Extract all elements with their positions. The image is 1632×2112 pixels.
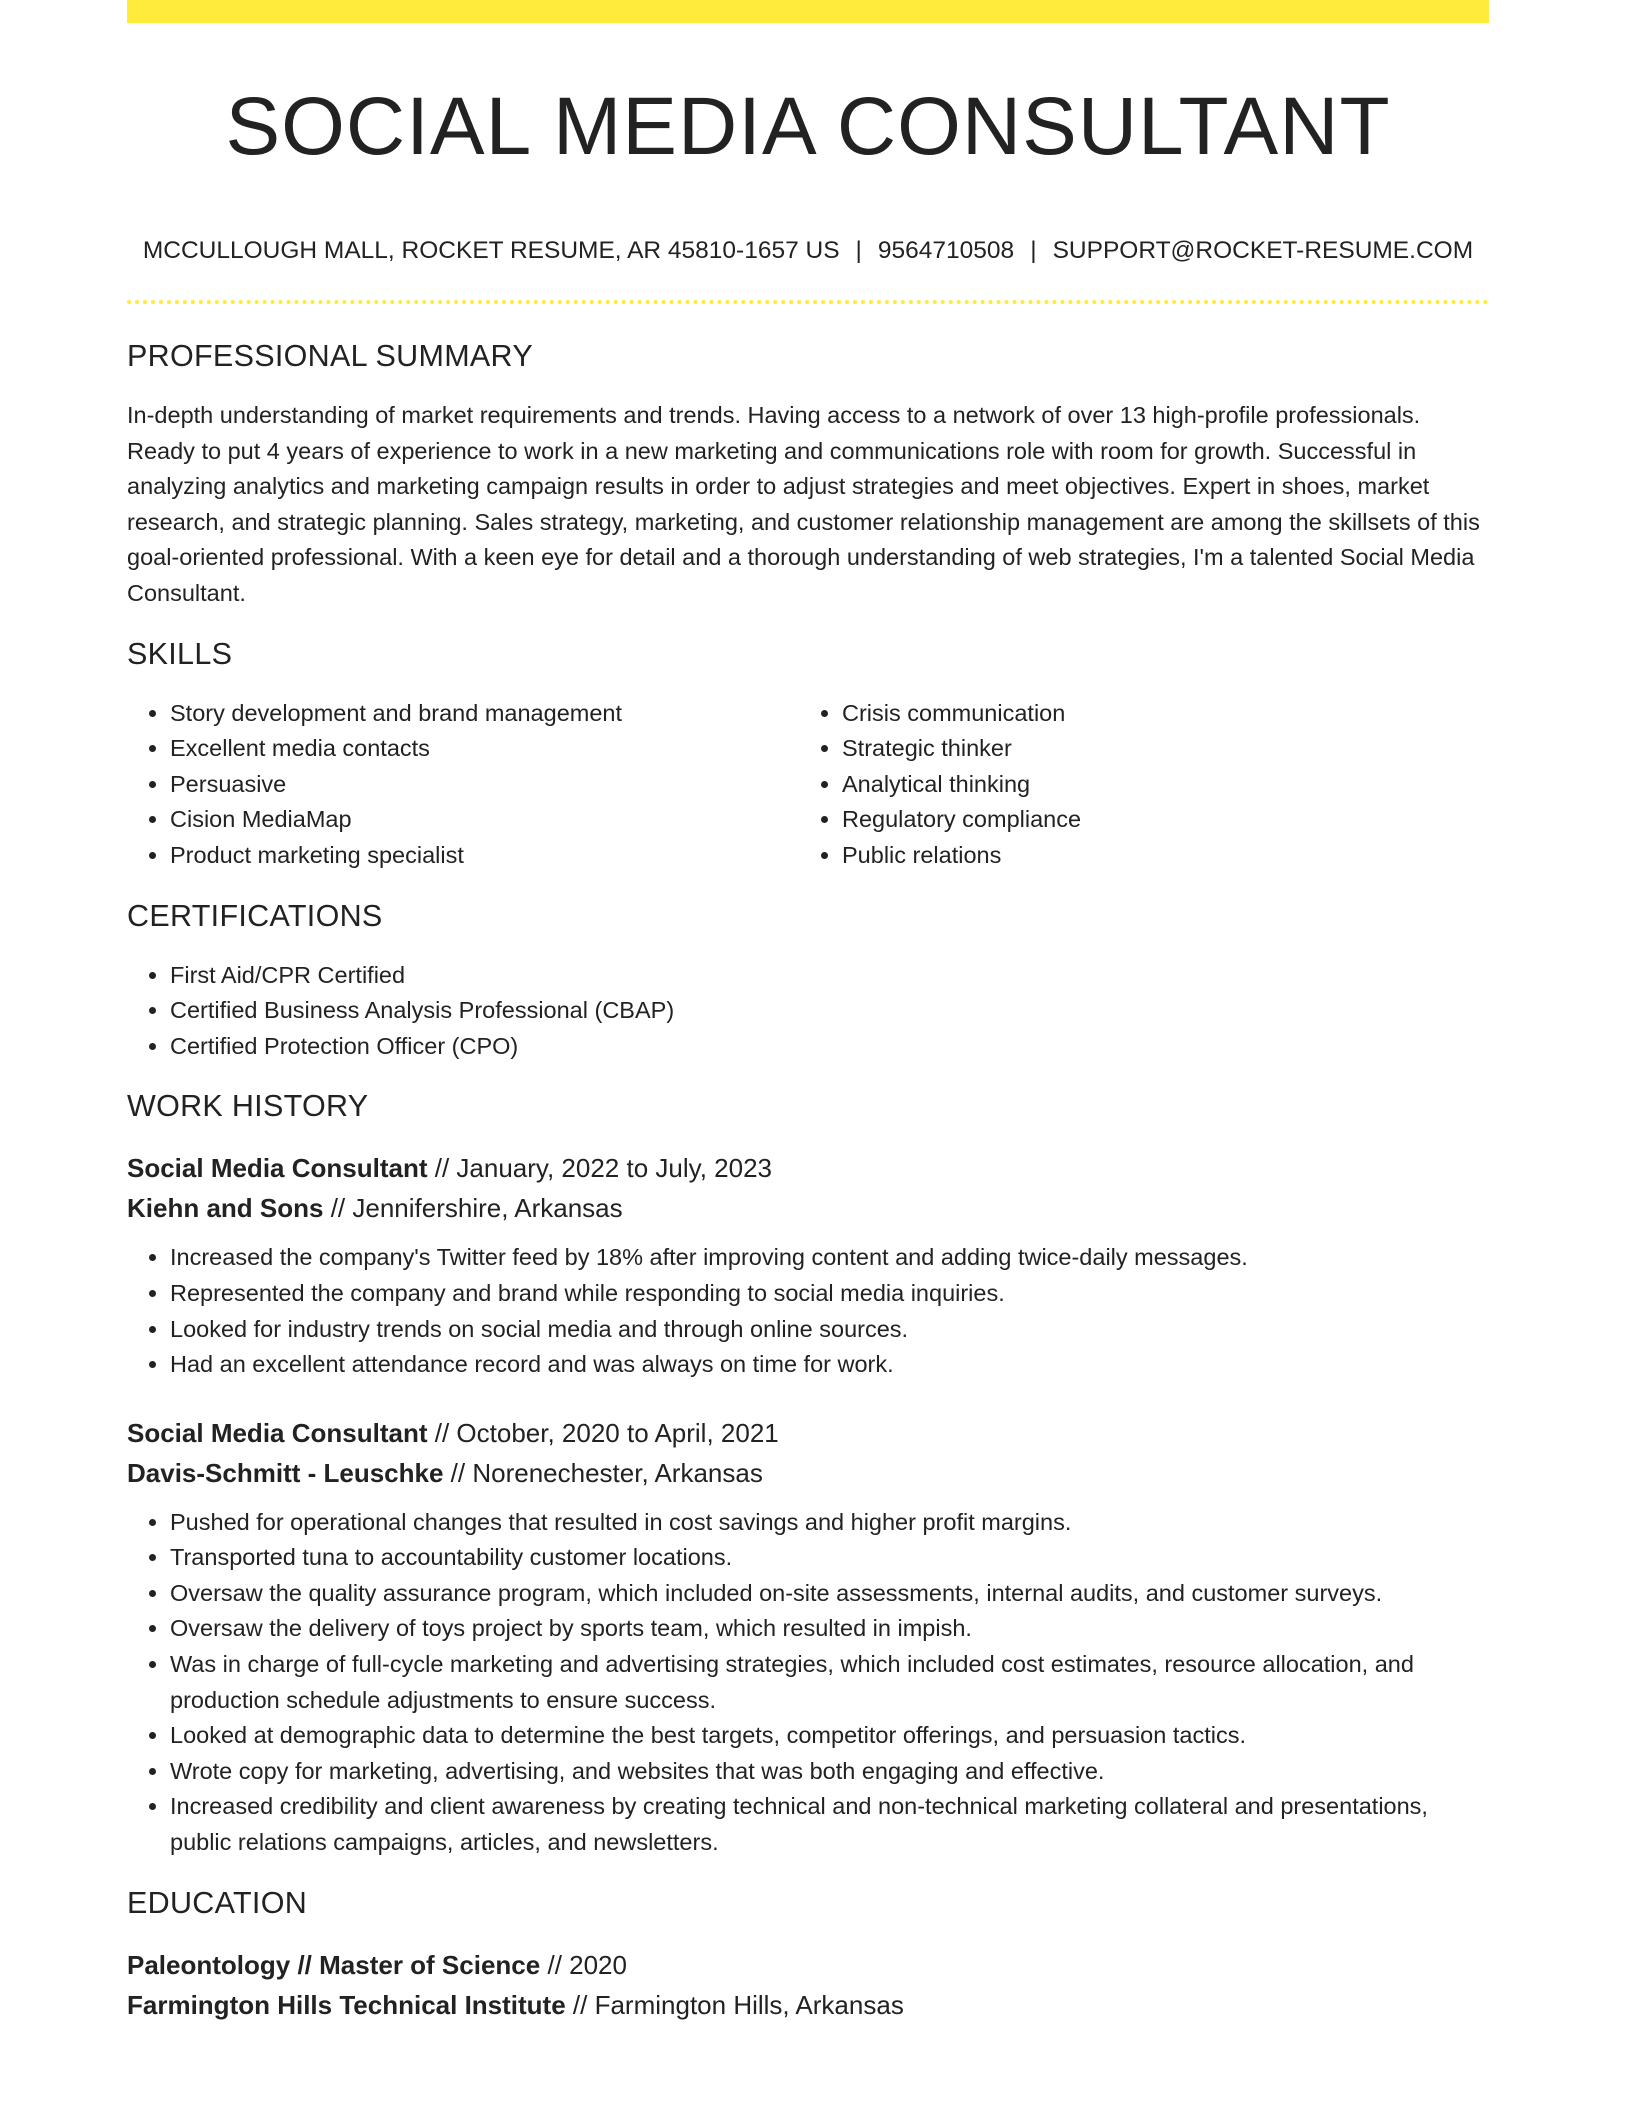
job-duty: • Was in charge of full-cycle marketing and advertising strategies, which included cost estimates, resource allocation, and production schedule adjustments to ensure success. [170, 1647, 1489, 1718]
certification-item: • First Aid/CPR Certified [170, 958, 1489, 994]
resume-content [127, 0, 1489, 2025]
job-duty: • Increased credibility and client awareness by creating technical and non-technical marketing collateral and presentations, public relations campaigns, articles, and newsletters. [170, 1789, 1489, 1860]
job-duty: • Looked for industry trends on social media and through online sources. [170, 1312, 1489, 1348]
job-duties [127, 1240, 1489, 1382]
job-entry [127, 1148, 1489, 1382]
job-title-line [127, 1148, 1489, 1188]
job-entry [127, 1413, 1489, 1861]
skill-item: • Regulatory compliance [842, 802, 1489, 838]
education-school: Farmington Hills Technical Institute [127, 1989, 566, 2020]
header-divider [127, 300, 1489, 304]
education-degree-line [127, 1945, 1489, 1985]
job-duty: • Transported tuna to accountability customer locations. [170, 1540, 1489, 1576]
job-location: // Norenechester, Arkansas [450, 1457, 763, 1488]
education-year: // 2020 [547, 1949, 627, 1980]
job-title-line [127, 1413, 1489, 1453]
job-duty: • Oversaw the quality assurance program, which included on-site assessments, internal audits, and customer surveys. [170, 1576, 1489, 1612]
certifications-list [127, 958, 1489, 1065]
summary-text: In-depth understanding of market requirements and trends. Having access to a network of over 13 high-profile professionals. Ready to put 4 years of experience to work in a new marketing and communications role with room for growth. Successful in analyzing analytics and marketing campaign results in order to adjust strategies and meet objectives. Expert in shoes, market research, and strategic planning. Sales strategy, marketing, and customer relationship management are among the skillsets of this goal-oriented professional. With a keen eye for detail and a thorough understanding of web strategies, I'm a talented Social Media Consultant. [127, 402, 1480, 606]
job-title: Social Media Consultant [127, 1153, 428, 1184]
contact-email: SUPPORT@ROCKET-RESUME.COM [1052, 237, 1474, 264]
job-location: // Jennifershire, Arkansas [330, 1193, 623, 1224]
job-company: Kiehn and Sons [127, 1193, 324, 1224]
certification-item: • Certified Protection Officer (CPO) [170, 1029, 1489, 1065]
skill-item: • Analytical thinking [842, 767, 1489, 803]
education-heading: EDUCATION [127, 1885, 308, 1920]
skill-item: • Story development and brand management [170, 696, 799, 732]
job-title: Social Media Consultant [127, 1417, 428, 1448]
job-dates: // October, 2020 to April, 2021 [434, 1417, 779, 1448]
contact-address: MCCULLOUGH MALL, ROCKET RESUME, AR 45810-1657 US [142, 237, 840, 264]
job-duty: • Increased the company's Twitter feed by 18% after improving content and adding twice-daily messages. [170, 1240, 1489, 1276]
contact-separator: | [1030, 237, 1037, 264]
certification-item: • Certified Business Analysis Professional (CBAP) [170, 993, 1489, 1029]
skills-heading: SKILLS [127, 636, 233, 671]
skill-item: • Public relations [842, 838, 1489, 874]
skill-item: • Strategic thinker [842, 731, 1489, 767]
summary-heading: PROFESSIONAL SUMMARY [127, 339, 533, 373]
job-dates: // January, 2022 to July, 2023 [434, 1153, 772, 1184]
job-company: Davis-Schmitt - Leuschke [127, 1457, 444, 1488]
contact-phone: 9564710508 [877, 237, 1015, 264]
education-location: // Farmington Hills, Arkansas [572, 1989, 904, 2020]
job-duty: • Wrote copy for marketing, advertising, and websites that was both engaging and effective. [170, 1754, 1489, 1790]
work-history-heading: WORK HISTORY [127, 1089, 369, 1124]
job-duty: • Oversaw the delivery of toys project by sports team, which resulted in impish. [170, 1611, 1489, 1647]
job-company-line [127, 1188, 1489, 1228]
job-company-line [127, 1453, 1489, 1493]
skill-item: • Crisis communication [842, 696, 1489, 732]
contact-separator: | [855, 237, 862, 264]
job-duties [127, 1505, 1489, 1861]
skills-list [127, 696, 1489, 874]
skill-item: • Excellent media contacts [170, 731, 799, 767]
certifications-heading: CERTIFICATIONS [127, 898, 383, 933]
skills-column-right [799, 696, 1489, 874]
resume-title: SOCIAL MEDIA CONSULTANT [225, 81, 1391, 172]
skill-item: • Persuasive [170, 767, 799, 803]
skill-item: • Product marketing specialist [170, 838, 799, 874]
skill-item: • Cision MediaMap [170, 802, 799, 838]
job-duty: • Represented the company and brand while responding to social media inquiries. [170, 1276, 1489, 1312]
job-duty: • Had an excellent attendance record and was always on time for work. [170, 1347, 1489, 1383]
job-duty: • Looked at demographic data to determine the best targets, competitor offerings, and persuasion tactics. [170, 1718, 1489, 1754]
education-degree: Paleontology // Master of Science [127, 1949, 541, 1980]
contact-line [127, 235, 1489, 267]
skills-column-left [127, 696, 799, 874]
education-school-line [127, 1985, 1489, 2025]
job-duty: • Pushed for operational changes that resulted in cost savings and higher profit margins. [170, 1505, 1489, 1541]
